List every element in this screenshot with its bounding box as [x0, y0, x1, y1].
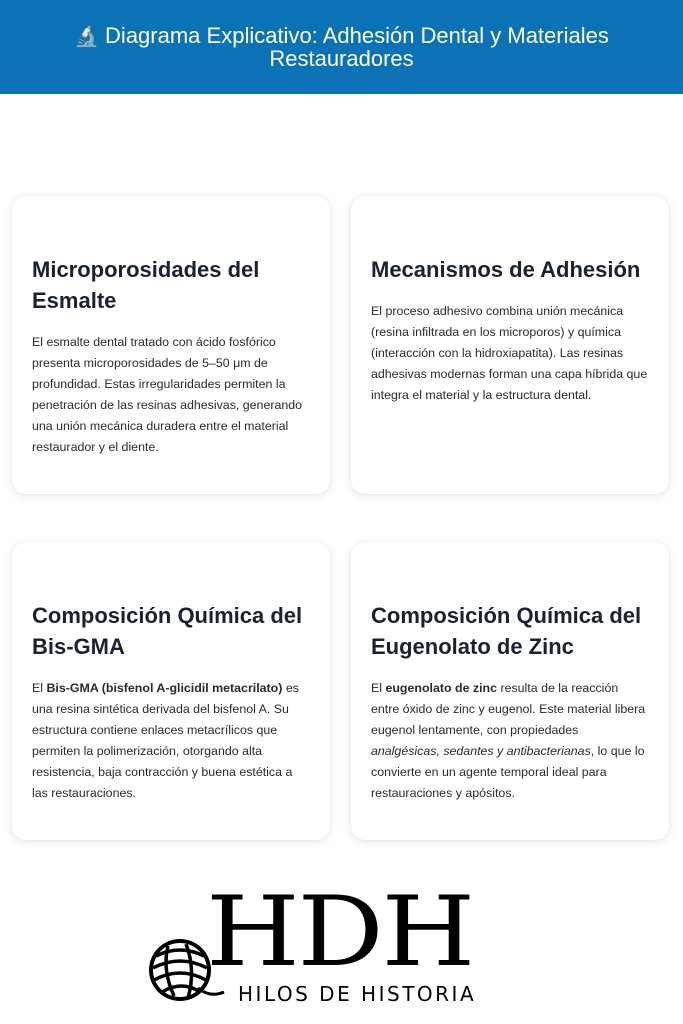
card-title: Mecanismos de Adhesión: [371, 257, 641, 282]
card-mecanismos-adhesion: [351, 196, 669, 494]
card-body-emphasis: Bis-GMA (bisfenol A-glicidil metacrilato): [46, 681, 283, 695]
card-body-text: El: [32, 681, 47, 695]
card-title: Composición Química del Eugenolato de Zinc: [371, 603, 642, 659]
logo-mark: HDH: [206, 876, 474, 988]
page-title: [32, 22, 652, 71]
card-microporosidades: [12, 196, 330, 494]
card-body: [371, 678, 649, 804]
card-title: Composición Química del Bis-GMA: [32, 603, 303, 659]
page-header: [0, 0, 683, 94]
card-bis-gma: [12, 542, 330, 840]
card-title: Microporosidades del Esmalte: [32, 257, 260, 313]
page-title-text: Diagrama Explicativo: Adhesión Dental y Materiales Restauradores: [105, 22, 609, 71]
card-body-text: El: [371, 681, 386, 695]
card-body: [32, 678, 310, 804]
card-body-text: resulta de la reacción entre óxido de zinc y eugenol. Este material libera eugenol lentamente, con propiedades: [371, 681, 646, 737]
card-body-italic: analgésicas, sedantes y antibacterianas: [371, 744, 591, 758]
microscope-icon: 🔬: [74, 25, 100, 48]
card-body-emphasis: eugenolato de zinc: [385, 681, 497, 695]
brand-logo: [140, 876, 560, 1014]
logo-subtitle: HILOS DE HISTORIA: [238, 982, 477, 1006]
card-body: El proceso adhesivo combina unión mecánica (resina infiltrada en los microporos) y química (interacción con la hidroxiapatita). Las resinas adhesivas modernas forman una capa híbrida que integra el material y la estructura dental.: [371, 304, 648, 402]
card-eugenolato-zinc: [351, 542, 669, 840]
card-body-text: es una resina sintética derivada del bisfenol A. Su estructura contiene enlaces metacrílicos que permiten la polimerización, otorgando alta resistencia, baja contracción y buena estética a las restauraciones.: [32, 681, 299, 800]
card-body: El esmalte dental tratado con ácido fosfórico presenta microporosidades de 5–50 μm de profundidad. Estas irregularidades permiten la penetración de las resinas adhesivas, generando una unión mecánica duradera entre el material restaurador y el diente.: [32, 335, 303, 454]
card-body-text: , lo que lo convierte en un agente temporal ideal para restauraciones y apósitos.: [371, 744, 645, 800]
